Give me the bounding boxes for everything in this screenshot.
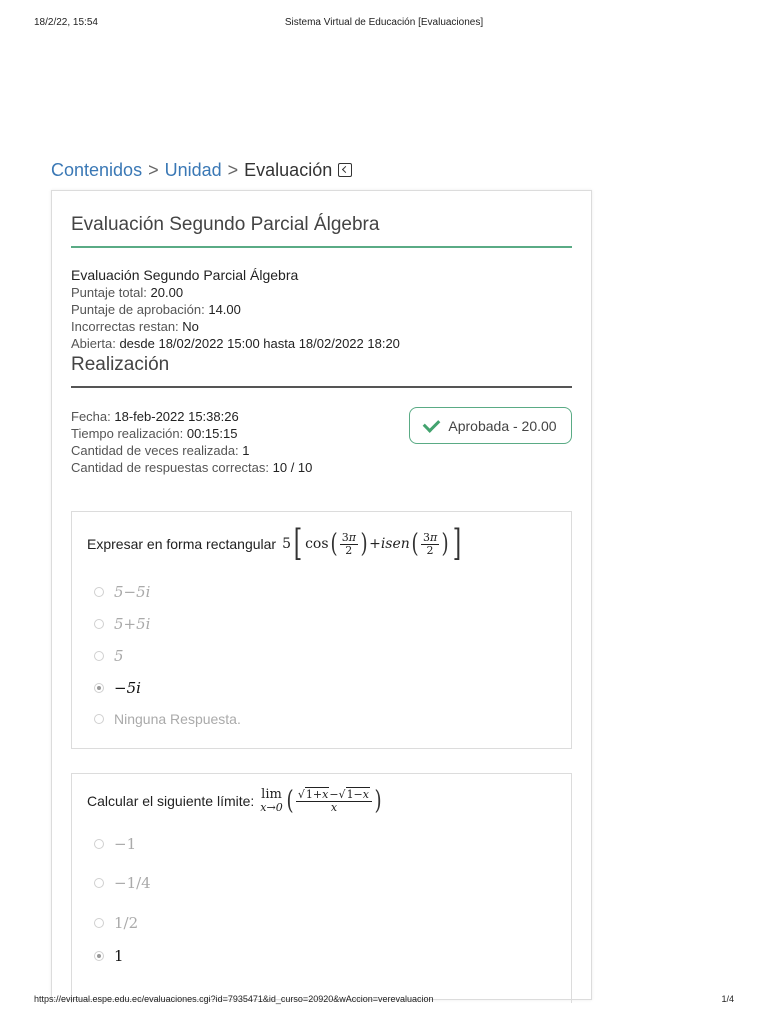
tiempo-label: Tiempo realización: (71, 426, 184, 441)
print-url: https://evirtual.espe.edu.ec/evaluaciones.cgi?id=7935471&id_curso=20920&wAccion=verevaluacion (34, 994, 434, 1004)
answer-option[interactable] (94, 832, 136, 856)
question-formula: lim x→0 ( $\frac{√1+x-√1-x}{x}$ ) (260, 786, 382, 816)
question-prompt (87, 788, 383, 814)
puntaje-total-value: 20.00 (150, 285, 184, 300)
radio-button[interactable] (94, 619, 104, 629)
back-square-icon[interactable] (338, 163, 352, 177)
radio-button[interactable] (94, 714, 104, 724)
abierta-label: Abierta: (71, 336, 116, 351)
answer-option-label: 5−5i (114, 583, 151, 601)
abierta-row (71, 335, 400, 352)
radio-button[interactable] (94, 839, 104, 849)
radio-button[interactable] (94, 587, 104, 597)
realizacion-info (71, 408, 312, 476)
print-footer (34, 994, 734, 1008)
answer-option[interactable] (94, 707, 241, 731)
incorrectas-row (71, 318, 400, 335)
radio-button[interactable] (94, 651, 104, 661)
fecha-label: Fecha: (71, 409, 111, 424)
question-card (71, 773, 572, 1003)
radio-button[interactable] (94, 878, 104, 888)
breadcrumb-current: Evaluación (244, 159, 333, 180)
status-badge (409, 407, 572, 444)
answer-option[interactable] (94, 644, 124, 668)
question-formula: 5 [ cos ( $\frac{3\pi}{2}$ ) + isen ( $\frac{3\pi}{2}$ ) ] (282, 523, 462, 564)
correctas-label: Cantidad de respuestas correctas: (71, 460, 269, 475)
fecha-value: 18-feb-2022 15:38:26 (114, 409, 239, 424)
answer-option-label: −1/4 (114, 874, 151, 892)
answer-option-label: Ninguna Respuesta. (114, 711, 241, 727)
question-prompt-text: Expresar en forma rectangular (87, 536, 277, 552)
evaluation-panel (51, 190, 592, 1000)
veces-value: 1 (242, 443, 250, 458)
puntaje-total-row (71, 284, 400, 301)
answer-option-label: −1 (114, 835, 137, 853)
check-icon (423, 415, 441, 433)
answer-option-label: 1/2 (114, 914, 139, 932)
incorrectas-label: Incorrectas restan: (71, 319, 179, 334)
answer-option[interactable] (94, 866, 151, 900)
answer-option-selected[interactable] (94, 944, 124, 968)
veces-label: Cantidad de veces realizada: (71, 443, 239, 458)
question-prompt-text: Calcular el siguiente límite: (87, 793, 255, 809)
print-date: 18/2/22, 15:54 (34, 17, 98, 28)
correctas-value: 10 / 10 (272, 460, 313, 475)
puntaje-aprobacion-value: 14.00 (208, 302, 241, 317)
answer-option-label: 1 (114, 947, 124, 965)
breadcrumb-separator: > (227, 159, 239, 180)
breadcrumb-contenidos[interactable]: Contenidos (51, 159, 143, 180)
evaluation-heading: Evaluación Segundo Parcial Álgebra (71, 214, 572, 248)
answer-option-selected[interactable] (94, 676, 141, 700)
radio-button-checked[interactable] (94, 951, 104, 961)
evaluation-name: Evaluación Segundo Parcial Álgebra (71, 267, 299, 283)
answer-option-label: 5+5i (114, 615, 151, 633)
breadcrumb-separator: > (148, 159, 159, 180)
print-header (34, 17, 734, 31)
answer-option[interactable] (94, 580, 150, 604)
realizacion-heading: Realización (71, 354, 572, 388)
breadcrumb-unidad[interactable]: Unidad (164, 159, 222, 180)
puntaje-total-label: Puntaje total: (71, 285, 147, 300)
incorrectas-value: No (182, 319, 199, 334)
answer-option-label: 5 (114, 647, 124, 665)
status-badge-label: Aprobada - 20.00 (448, 417, 557, 434)
correctas-row (71, 459, 312, 476)
print-title: Sistema Virtual de Educación [Evaluaciones] (284, 17, 484, 28)
print-page-number: 1/4 (721, 994, 734, 1004)
question-card (71, 511, 572, 749)
radio-button-checked[interactable] (94, 683, 104, 693)
puntaje-aprobacion-label: Puntaje de aprobación: (71, 302, 205, 317)
answer-option[interactable] (94, 612, 150, 636)
tiempo-value: 00:15:15 (186, 426, 238, 441)
answer-option[interactable] (94, 906, 138, 940)
radio-button[interactable] (94, 918, 104, 928)
fecha-row (71, 408, 312, 425)
abierta-value: desde 18/02/2022 15:00 hasta 18/02/2022 18:20 (119, 336, 400, 351)
puntaje-aprobacion-row (71, 301, 400, 318)
question-prompt (87, 523, 464, 564)
breadcrumb (51, 158, 352, 182)
evaluation-info (71, 267, 400, 352)
tiempo-row (71, 425, 312, 442)
veces-row (71, 442, 312, 459)
answer-option-label: −5i (114, 679, 141, 697)
